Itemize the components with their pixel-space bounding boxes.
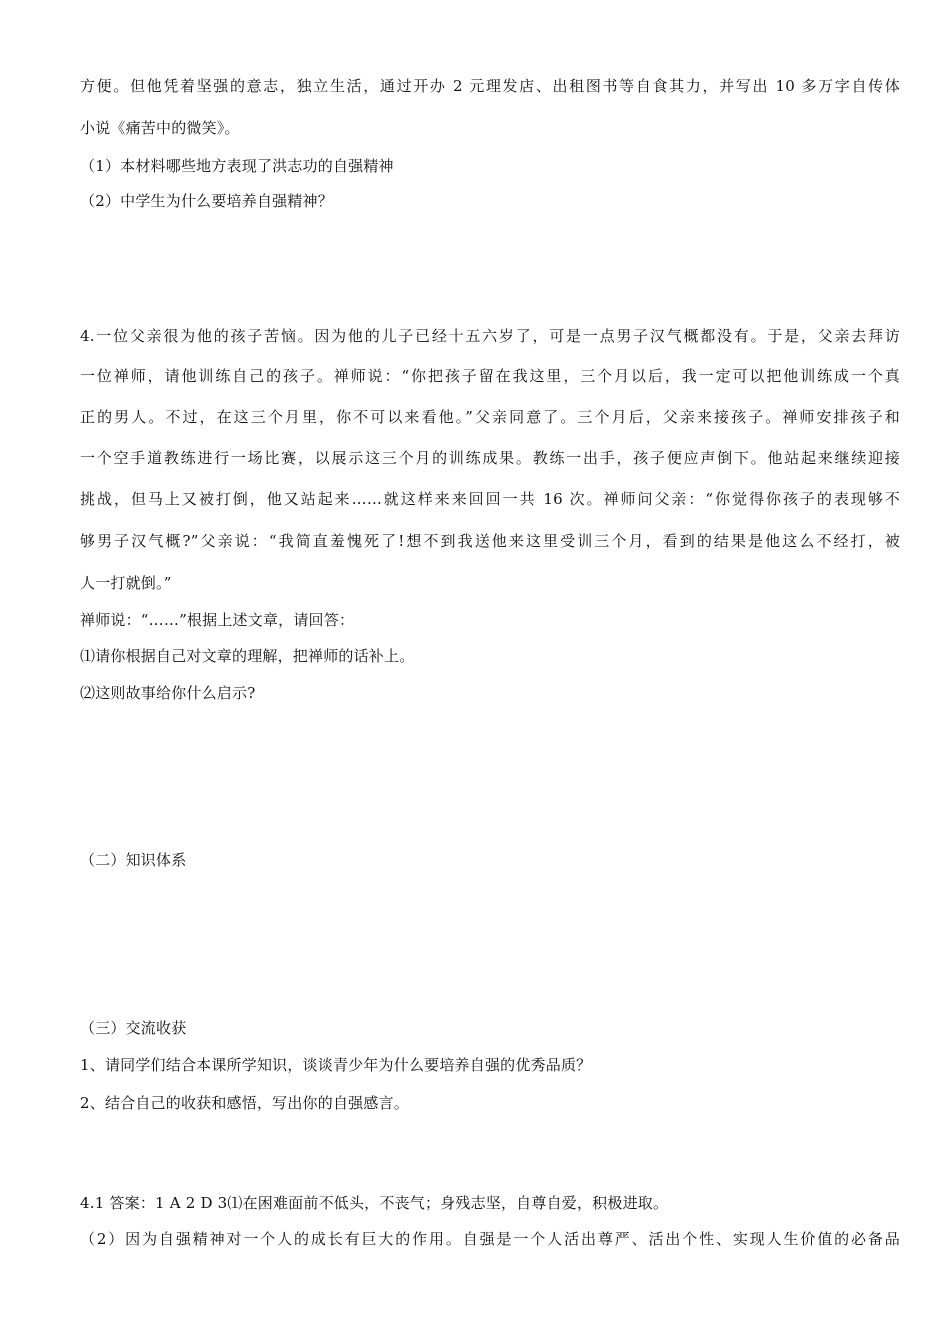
question-item: （1）本材料哪些地方表现了洪志功的自强精神 <box>80 157 394 175</box>
question-item: ⑴请你根据自己对文章的理解，把禅师的话补上。 <box>80 647 415 665</box>
text-line: 禅师说：“……”根据上述文章，请回答： <box>80 611 355 629</box>
section-heading: （二）知识体系 <box>80 851 187 869</box>
text-line: 够男子汉气概?”父亲说：“我简直羞愧死了!想不到我送他来这里受训三个月，看到的结果是他这么不经打，被 <box>80 532 900 550</box>
question-item: 1、请同学们结合本课所学知识，谈谈青少年为什么要培养自强的优秀品质？ <box>80 1056 592 1074</box>
text-line: 方便。但他凭着坚强的意志，独立生活，通过开办 2 元理发店、出租图书等自食其力，并写出 10 多万字自传体 <box>80 77 900 95</box>
question-item: ⑵这则故事给你什么启示? <box>80 684 256 702</box>
text-line: 人一打就倒。” <box>80 574 172 592</box>
section-heading: （三）交流收获 <box>80 1019 187 1037</box>
text-line: 挑战，但马上又被打倒，他又站起来……就这样来来回回一共 16 次。禅师问父亲：“你觉得你孩子的表现够不 <box>80 490 900 508</box>
question-item: 2、结合自己的收获和感悟，写出你的自强感言。 <box>80 1094 409 1112</box>
answer-line: 4.1 答案：1 A 2 D 3⑴在困难面前不低头，不丧气；身残志坚，自尊自爱，积极进取。 <box>80 1194 669 1212</box>
text-line: 4.一位父亲很为他的孩子苦恼。因为他的儿子已经十五六岁了，可是一点男子汉气概都没有。于是，父亲去拜访 <box>80 327 900 345</box>
text-line: 一个空手道教练进行一场比赛，以展示这三个月的训练成果。教练一出手，孩子便应声倒下。他站起来继续迎接 <box>80 449 900 467</box>
answer-line: （2）因为自强精神对一个人的成长有巨大的作用。自强是一个人活出尊严、活出个性、实现人生价值的必备品 <box>80 1230 900 1248</box>
question-item: （2）中学生为什么要培养自强精神？ <box>80 192 333 210</box>
text-line: 一位禅师，请他训练自己的孩子。禅师说：“你把孩子留在我这里，三个月以后，我一定可以把他训练成一个真 <box>80 367 900 385</box>
text-line: 正的男人。不过，在这三个月里，你不可以来看他。”父亲同意了。三个月后，父亲来接孩子。禅师安排孩子和 <box>80 408 900 426</box>
text-line: 小说《痛苦中的微笑》。 <box>80 119 240 137</box>
